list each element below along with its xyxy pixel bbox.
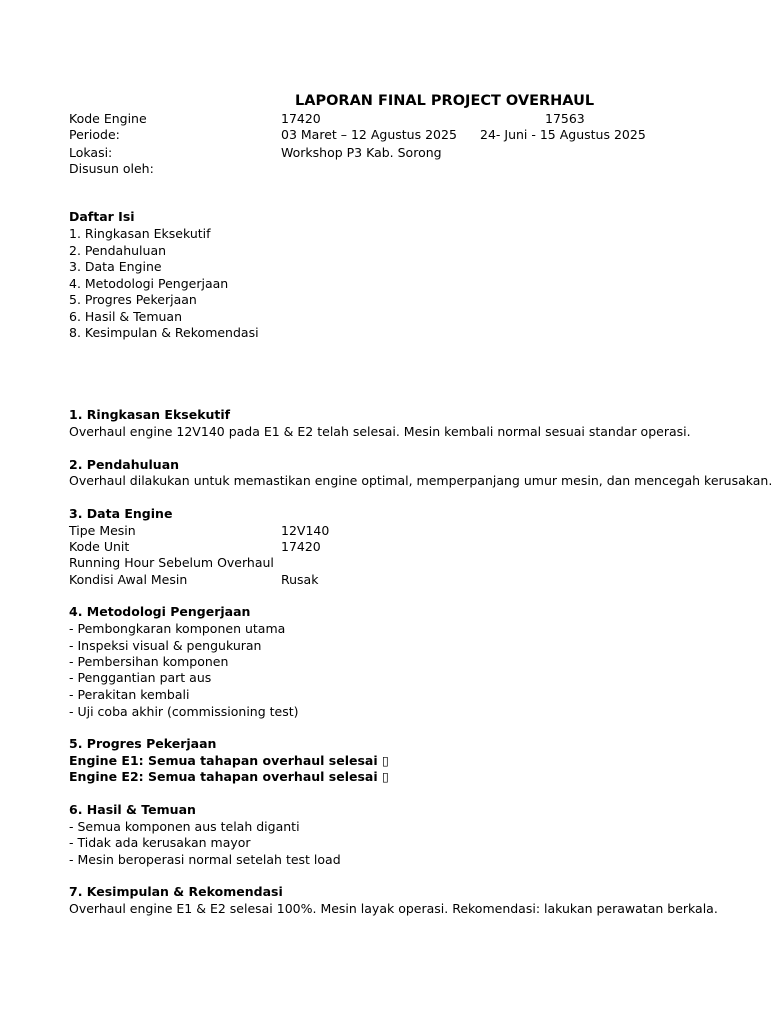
section-5-heading: 5. Progres Pekerjaan	[69, 736, 217, 751]
section-2-heading: 2. Pendahuluan	[69, 457, 180, 472]
method-item: - Perakitan kembali	[69, 687, 190, 702]
section-1-heading: 1. Ringkasan Eksekutif	[69, 407, 231, 422]
engine-data-label: Kondisi Awal Mesin	[69, 572, 188, 587]
toc-item: 2. Pendahuluan	[69, 243, 167, 258]
engine-data-label: Running Hour Sebelum Overhaul	[69, 555, 274, 570]
lokasi-value: Workshop P3 Kab. Sorong	[281, 145, 442, 160]
method-item: - Uji coba akhir (commissioning test)	[69, 704, 299, 719]
method-item: - Inspeksi visual & pengukuran	[69, 638, 262, 653]
finding-item: - Tidak ada kerusakan mayor	[69, 835, 251, 850]
toc-item: 4. Metodologi Pengerjaan	[69, 276, 229, 291]
method-item: - Pembersihan komponen	[69, 654, 229, 669]
lokasi-label: Lokasi:	[69, 145, 113, 160]
toc-item: 8. Kesimpulan & Rekomendasi	[69, 325, 259, 340]
engine-data-value: 17420	[281, 539, 321, 554]
section-2-text: Overhaul dilakukan untuk memastikan engine optimal, memperpanjang umur mesin, dan mencegah kerusakan.	[69, 473, 772, 488]
toc-item: 3. Data Engine	[69, 259, 162, 274]
toc-item: 6. Hasil & Temuan	[69, 309, 182, 324]
kode-engine-e1: 17420	[281, 111, 321, 126]
finding-item: - Mesin beroperasi normal setelah test load	[69, 852, 341, 867]
progress-e2: Engine E2: Semua tahapan overhaul selesai ▯	[69, 769, 389, 784]
report-title: LAPORAN FINAL PROJECT OVERHAUL	[295, 93, 595, 109]
method-item: - Penggantian part aus	[69, 670, 212, 685]
toc-item: 1. Ringkasan Eksekutif	[69, 226, 211, 241]
kode-engine-label: Kode Engine	[69, 111, 147, 126]
periode-e2: 24- Juni - 15 Agustus 2025	[480, 127, 646, 142]
periode-e1: 03 Maret – 12 Agustus 2025	[281, 127, 457, 142]
toc-heading: Daftar Isi	[69, 209, 135, 224]
method-item: - Pembongkaran komponen utama	[69, 621, 286, 636]
section-6-heading: 6. Hasil & Temuan	[69, 802, 196, 817]
section-7-text: Overhaul engine E1 & E2 selesai 100%. Mesin layak operasi. Rekomendasi: lakukan perawatan berkala.	[69, 901, 718, 916]
progress-e1: Engine E1: Semua tahapan overhaul selesai ▯	[69, 753, 389, 768]
finding-item: - Semua komponen aus telah diganti	[69, 819, 300, 834]
engine-data-value: Rusak	[281, 572, 319, 587]
section-4-heading: 4. Metodologi Pengerjaan	[69, 604, 251, 619]
engine-data-label: Kode Unit	[69, 539, 130, 554]
engine-data-label: Tipe Mesin	[69, 523, 136, 538]
section-7-heading: 7. Kesimpulan & Rekomendasi	[69, 884, 283, 899]
periode-label: Periode:	[69, 127, 120, 142]
disusun-label: Disusun oleh:	[69, 161, 154, 176]
kode-engine-e2: 17563	[545, 111, 585, 126]
toc-item: 5. Progres Pekerjaan	[69, 292, 197, 307]
section-3-heading: 3. Data Engine	[69, 506, 173, 521]
section-1-text: Overhaul engine 12V140 pada E1 & E2 telah selesai. Mesin kembali normal sesuai standar operasi.	[69, 424, 691, 439]
engine-data-value: 12V140	[281, 523, 330, 538]
